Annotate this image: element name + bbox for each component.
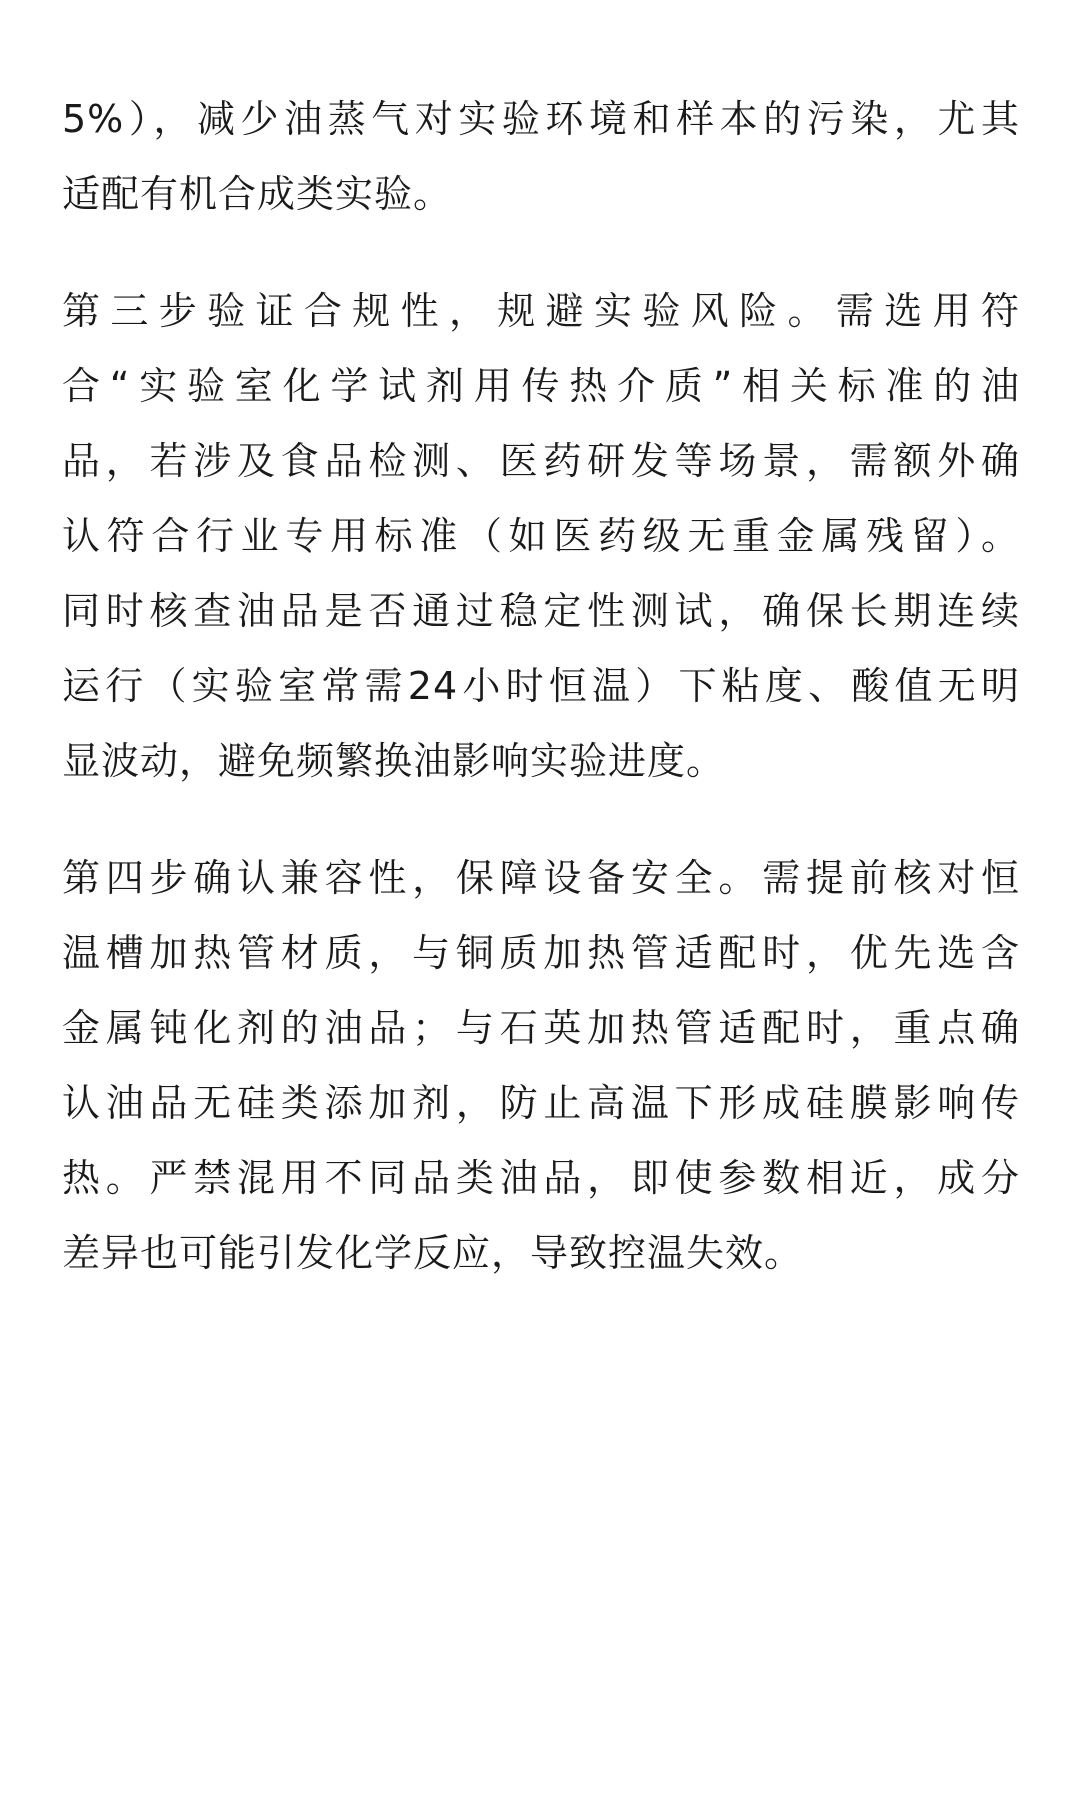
text-line: 认符合行业专用标准（如医药级无重金属残留）。 bbox=[62, 514, 1020, 558]
text-line: 温槽加热管材质，与铜质加热管适配时，优先选含 bbox=[62, 931, 1020, 975]
paragraph-step-4 bbox=[62, 841, 1020, 1291]
paragraph-step-3 bbox=[62, 274, 1020, 799]
article-body bbox=[62, 82, 1020, 1333]
text-line: 热。严禁混用不同品类油品，即使参数相近，成分 bbox=[62, 1156, 1020, 1200]
text-line: 合“实验室化学试剂用传热介质”相关标准的油 bbox=[62, 364, 1020, 408]
text-line: 5%），减少油蒸气对实验环境和样本的污染，尤其 bbox=[62, 97, 1020, 141]
text-line: 运行（实验室常需24小时恒温）下粘度、酸值无明 bbox=[62, 664, 1020, 708]
text-line: 适配有机合成类实验。 bbox=[62, 172, 453, 216]
text-line: 第四步确认兼容性，保障设备安全。需提前核对恒 bbox=[62, 856, 1020, 900]
text-line: 金属钝化剂的油品；与石英加热管适配时，重点确 bbox=[62, 1006, 1020, 1050]
text-line: 差异也可能引发化学反应，导致控温失效。 bbox=[62, 1231, 804, 1275]
paragraph-step-2-end bbox=[62, 82, 1020, 232]
text-line: 品，若涉及食品检测、医药研发等场景，需额外确 bbox=[62, 439, 1020, 483]
text-line: 认油品无硅类添加剂，防止高温下形成硅膜影响传 bbox=[62, 1081, 1020, 1125]
text-line: 显波动，避免频繁换油影响实验进度。 bbox=[62, 739, 726, 783]
text-line: 同时核查油品是否通过稳定性测试，确保长期连续 bbox=[62, 589, 1020, 633]
text-line: 第三步验证合规性，规避实验风险。需选用符 bbox=[62, 289, 1020, 333]
